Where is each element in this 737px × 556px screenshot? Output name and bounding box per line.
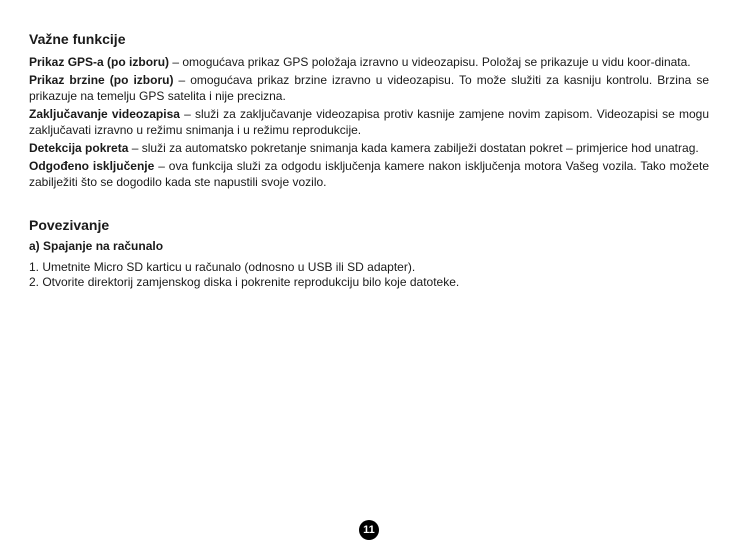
feature-term: Prikaz GPS-a (po izboru) bbox=[29, 55, 170, 69]
feature-term: Prikaz brzine (po izboru) bbox=[29, 73, 174, 87]
feature-gps bbox=[29, 54, 709, 70]
features-heading: Važne funkcije bbox=[29, 31, 126, 47]
feature-speed bbox=[29, 72, 709, 104]
manual-page bbox=[29, 30, 709, 290]
feature-term: Odgođeno isključenje bbox=[29, 159, 155, 173]
feature-description: – ova funkcija služi za odgodu isključenja kamere nakon isključenja motora Vašeg vozila. Tako možete zabilježiti što se dogodilo kada ste napustili svoje vozilo. bbox=[29, 159, 709, 189]
feature-delayed-shutdown bbox=[29, 158, 709, 190]
connection-step-1: 1. Umetnite Micro SD karticu u računalo (odnosno u USB ili SD adapter). bbox=[29, 260, 416, 274]
feature-motion-detection bbox=[29, 140, 709, 156]
feature-description: – omogućava prikaz GPS položaja izravno u videozapisu. Položaj se prikazuje u vidu koor-dinata. bbox=[169, 55, 691, 69]
feature-description: – služi za zaključavanje videozapisa protiv kasnije zamjene novim zapisom. Videozapisi se mogu zaključavati izravno u režimu snimanja i u režimu reprodukcije. bbox=[29, 107, 709, 137]
feature-description: – omogućava prikaz brzine izravno u videozapisu. To može služiti za kasniju kontrolu. Brzina se prikazuje na temelju GPS satelita i nije precizna. bbox=[29, 73, 710, 103]
feature-term: Detekcija pokreta bbox=[29, 141, 129, 155]
feature-description: – služi za automatsko pokretanje snimanja kada kamera zabilježi dostatan pokret – primjerice hod unatrag. bbox=[128, 141, 699, 155]
connection-heading: Povezivanje bbox=[29, 217, 110, 233]
connection-subheading: a) Spajanje na računalo bbox=[29, 239, 164, 253]
connection-step-2: 2. Otvorite direktorij zamjenskog diska i pokrenite reprodukciju bilo koje datoteke. bbox=[29, 275, 460, 289]
feature-video-lock bbox=[29, 106, 709, 138]
page-number-badge: 11 bbox=[359, 520, 379, 540]
feature-term: Zaključavanje videozapisa bbox=[29, 107, 180, 121]
